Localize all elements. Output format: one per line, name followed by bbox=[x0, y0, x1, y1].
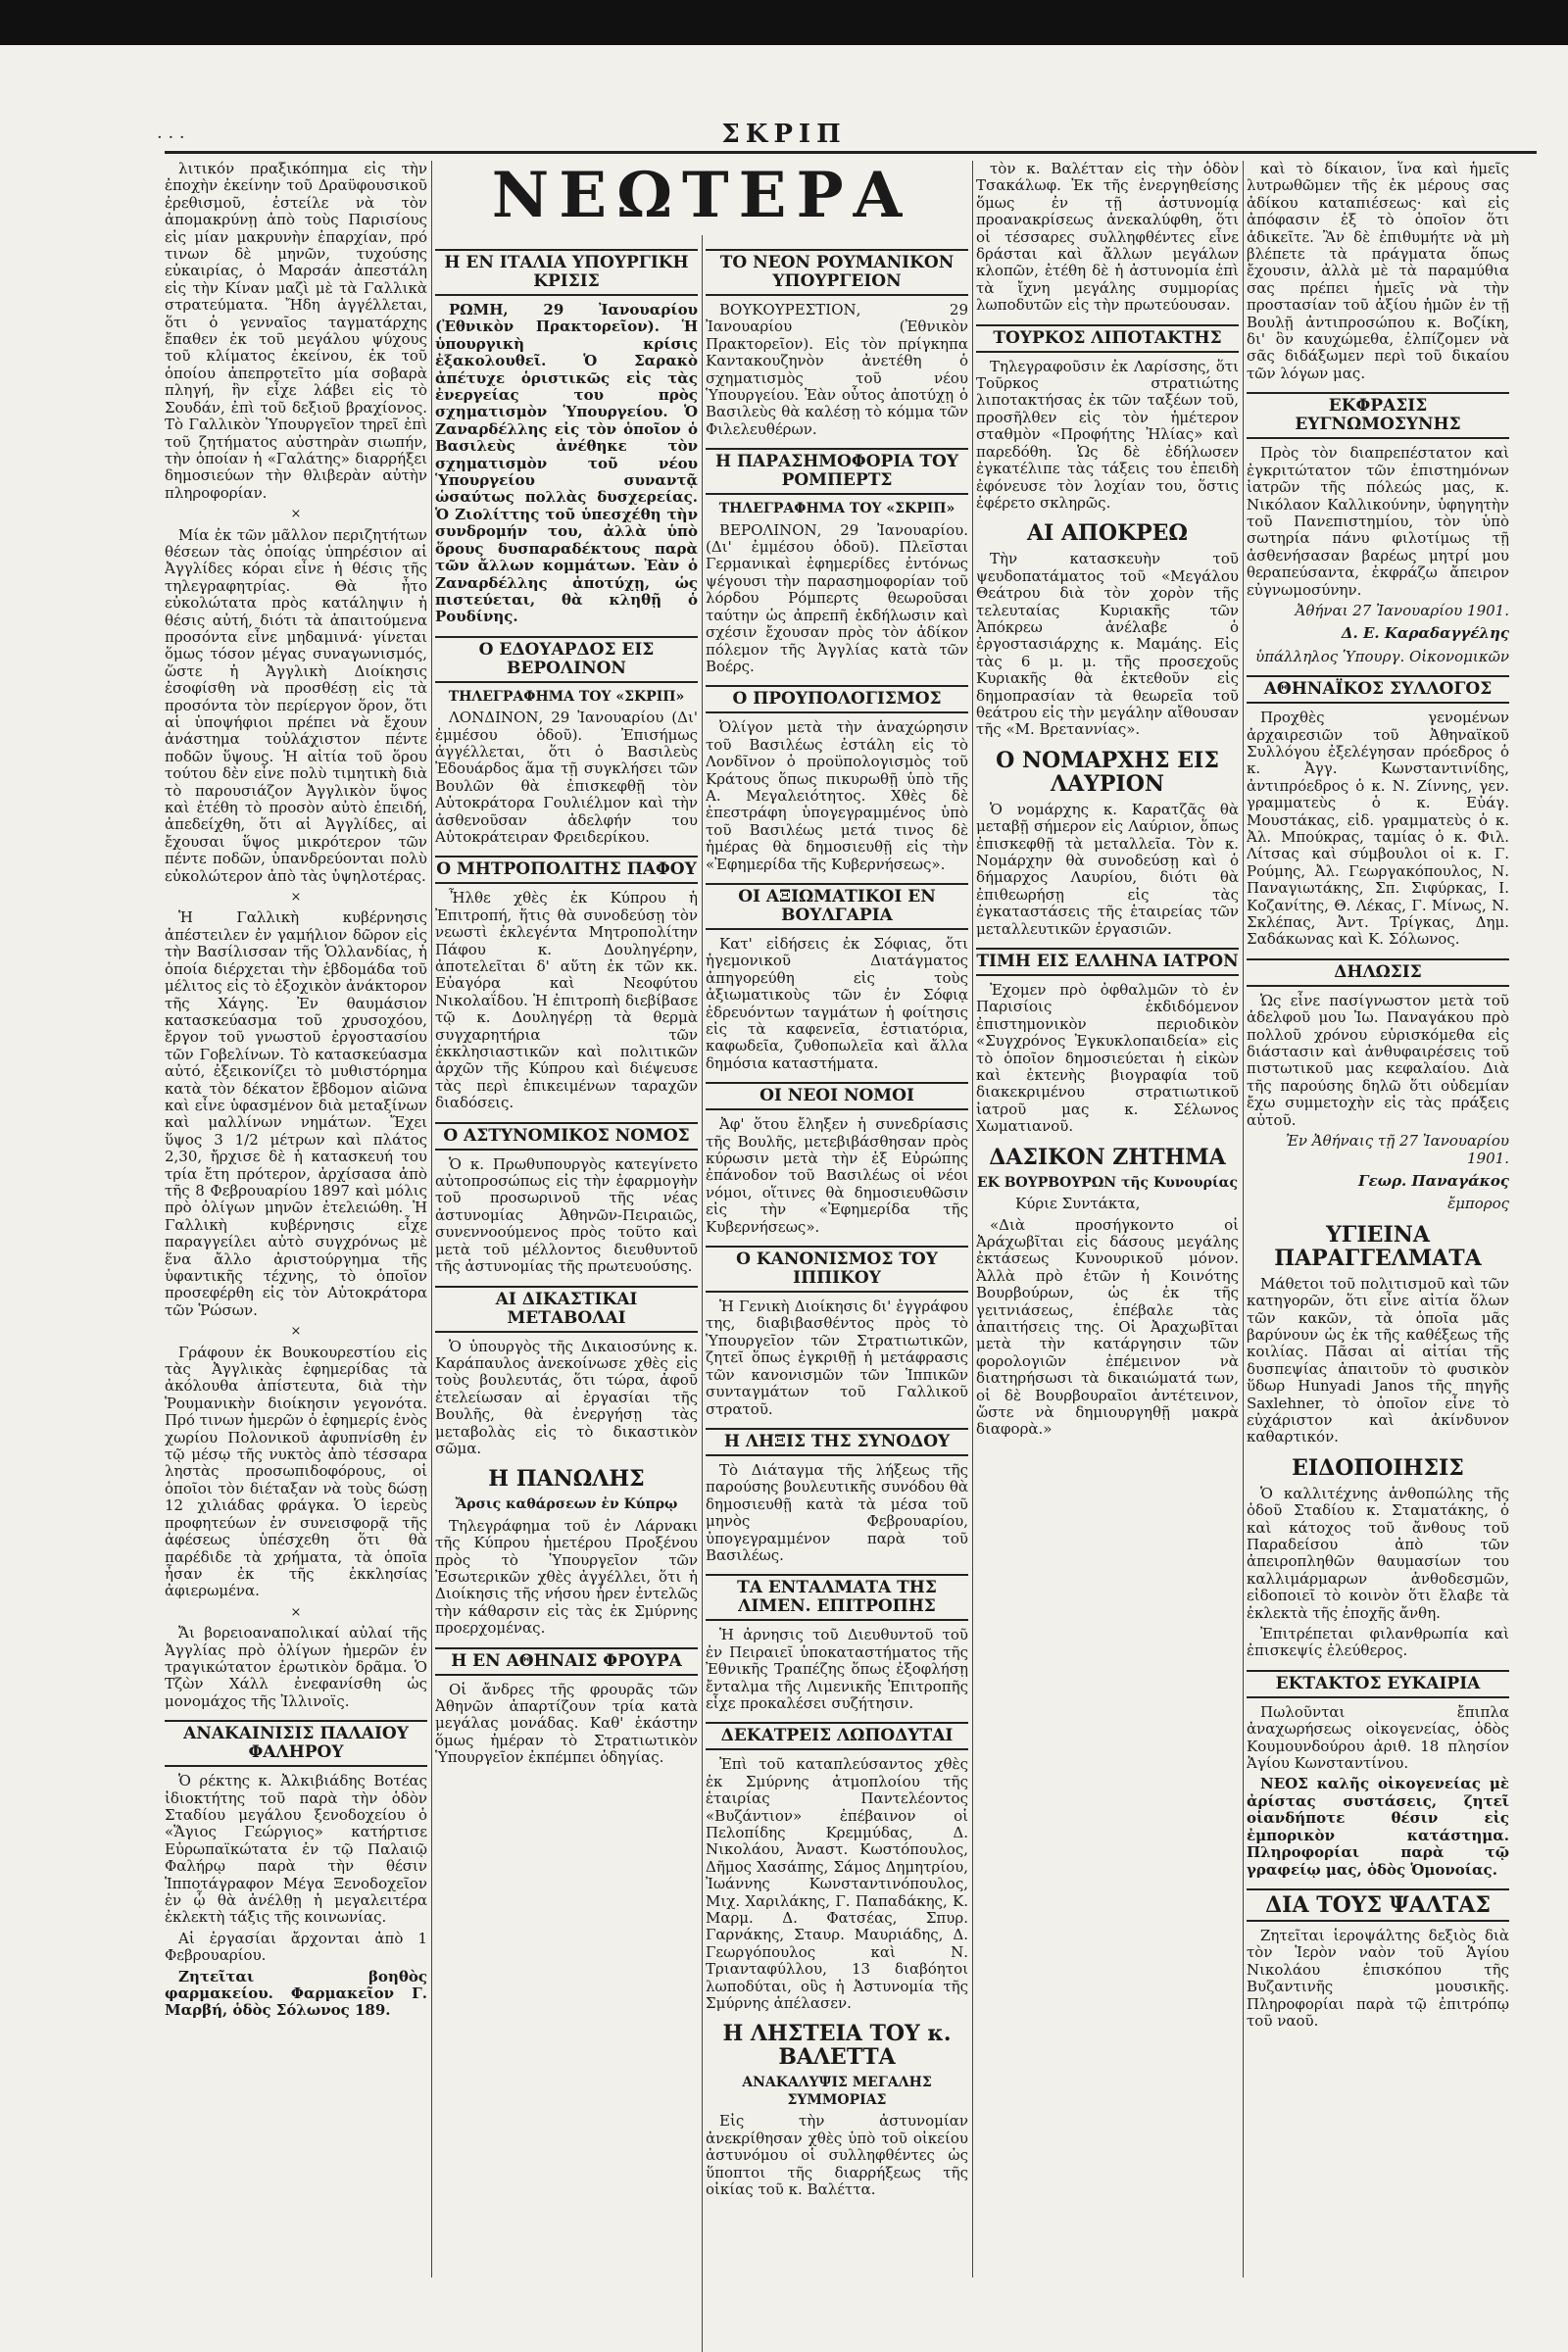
article-headline: Η ΠΑΝΩΛΗΣ bbox=[488, 1466, 645, 1493]
section-banner-title: ΝΕΩΤΕΡΑ bbox=[491, 159, 912, 232]
article-headline: Ο ΜΗΤΡΟΠΟΛΙΤΗΣ ΠΑΦΟΥ bbox=[435, 856, 698, 884]
column-divider bbox=[702, 235, 703, 2352]
article-headline: Ο ΚΑΝΟΝΙΣΜΟΣ ΤΟΥ ΙΠΠΙΚΟΥ bbox=[706, 1246, 968, 1293]
article-headline: ΟΙ ΝΕΟΙ ΝΟΜΟΙ bbox=[706, 1082, 968, 1110]
article-headline: ΑΙ ΑΠΟΚΡΕΩ bbox=[1026, 520, 1189, 547]
article-paragraph: καὶ τὸ δίκαιον, ἵνα καὶ ἡμεῖς λυτρωθῶμεν τῆς ἐκ μέρους σας ἀδίκου καταπιέσεως· καὶ εἰς ἀπόφασιν ἐξ τὸ ὁποῖον ὅτι ἀδικεῖτε. Ἂν δὲ ἐπιθυμήτε νὰ μὴ βλέπετε τὰ πράγματα ὅπως ἔχουσιν, ἀλλὰ μὲ τὰ παραμύθια σας πρέπει ἡμεῖς νὰ τὴν προστασίαν τοῦ ἀξίου ἡμῶν ἐν τῇ Βουλῇ ἀντιπροσώπου κ. Βοζίκη, δι' ὃν καυχώμεθα, ἐλπίζομεν νὰ σᾶς διδάξωμεν περὶ τοῦ δικαίου τῶν λόγων μας. bbox=[1247, 161, 1509, 382]
article-headline: ΕΙΔΟΠΟΙΗΣΙΣ bbox=[1292, 1454, 1464, 1481]
article-paragraph: Ἀφ' ὅτου ἔληξεν ἡ συνεδρίασις τῆς Βουλῆς, μετεβιβάσθησαν πρὸς κύρωσιν μετὰ τὴν ἐξ Εὐρώπης ἐπάνοδον τοῦ Βασιλέως οἱ νέοι νόμοι, οἵτινες θὰ δημοσιευθῶσιν εἰς τὴν «Ἐφημερίδα τῆς Κυβερνήσεως». bbox=[706, 1115, 968, 1236]
article-headline: ΔΙΑ ΤΟΥΣ ΨΑΛΤΑΣ bbox=[1247, 1888, 1509, 1922]
article-paragraph: Ἦλθε χθὲς ἐκ Κύπρου ἡ Ἐπιτροπή, ἥτις θὰ συνοδεύσῃ τὸν νεωστὶ ἐκλεγέντα Μητροπολίτην Πάφου κ. Δουληγέρην, ἀποτελεῖται δ' αὕτη ἐκ τῶν κκ. Εὐαγόρα καὶ Νεοφύτου Νικολαΐδου. Ἡ ἐπιτροπὴ διεβίβασε τῷ κ. Δουληγέρῃ τὰ θερμὰ συγχαρητήρια τῶν ἐκκλησιαστικῶν καὶ πολιτικῶν ἀρχῶν τῆς Κύπρου καὶ διέψευσε τὰς περὶ ἐπικειμένων ταραχῶν διαδόσεις. bbox=[435, 889, 698, 1112]
article-paragraph: ΡΩΜΗ, 29 Ἰανουαρίου (Ἐθνικὸν Πρακτορεῖον). Ἡ ὑπουργικὴ κρίσις ἐξακολουθεῖ. Ὁ Σαρακὸ ἀπέτυχε ὁριστικῶς εἰς τὰς ἐνεργείας του πρὸς σχηματισμὸν Ὑπουργείου. Ὁ Ζαναρδέλλης εἰς τὸν ὁποῖον ὁ Βασιλεὺς ἀνέθηκε τὸν σχηματισμὸν τοῦ νέου Ὑπουργείου συναντᾷ ὡσαύτως πολλὰς δυσχερείας. Ὁ Ζιολίττης τοῦ ὑπεσχέθη τὴν συνδρομήν του, ἀλλὰ ὑπὸ ὅρους δυσπαραδέκτους παρὰ τῶν ἄλλων κομμάτων. Ἐὰν ὁ Ζαναρδέλλης ἀποτύχῃ, ὡς πιστεύεται, θὰ κληθῇ ὁ Ρουδίνης. bbox=[435, 301, 698, 626]
article-paragraph: Ἡ Γενικὴ Διοίκησις δι' ἐγγράφου της, διαβιβασθέντος πρὸς τὸ Ὑπουργεῖον τῶν Στρατιωτικῶν, ζητεῖ ὅπως ἐγκριθῇ ἡ μετάφρασις τῶν κανονισμῶν τῶν Ἱππικῶν συνταγμάτων τοῦ Γαλλικοῦ στρατοῦ. bbox=[706, 1298, 968, 1418]
article-headline: ΔΗΛΩΣΙΣ bbox=[1247, 958, 1509, 987]
masthead bbox=[0, 118, 1568, 153]
article-headline: Η ΕΝ ΙΤΑΛΙΑ ΥΠΟΥΡΓΙΚΗ ΚΡΙΣΙΣ bbox=[435, 249, 698, 296]
separator-cross: × bbox=[290, 1324, 302, 1340]
article-paragraph: Πωλοῦνται ἔπιπλα ἀναχωρήσεως οἰκογενείας, ὁδὸς Κουμουνδούρου ἀριθ. 18 πλησίον Ἁγίου Κωνσταντίνου. bbox=[1247, 1702, 1509, 1773]
article-paragraph: Γράφουν ἐκ Βουκουρεστίου εἰς τὰς Ἀγγλικὰς ἐφημερίδας τὰ ἀκόλουθα ἀπίστευτα, διὰ τὴν Ῥουμανικὴν διοίκησιν γεγονότα. Πρό τινων ἡμερῶν ὁ ἐφημερίς ἑνὸς χωρίου Πολονικοῦ ἀφυπνίσθη ἐν τῷ μέσῳ τῆς νυκτὸς ἀπὸ τέσσαρα ληστὰς προσωπιδοφόρους, οἱ ὁποῖοι τὸν διέταξαν νὰ τοὺς δώσῃ 12 χιλιάδας φράγκα. Ὁ ἱερεὺς προφητεύων ἐν συνεισφορᾷ τῆς ἀφέσεως ὑπέσχεθη ὅτι θὰ παρέδιδε τὰ χρήματα, τὰ ὁποῖα ἦσαν ἐκ τῆς ἐκκλησίας ἀφιερωμένα. bbox=[165, 1343, 427, 1600]
article-paragraph: Πρὸς τὸν διαπρεπέστατον καὶ ἐγκριτώτατον τῶν ἐπιστημόνων ἰατρῶν τῆς πόλεώς μας, κ. Νικόλαον Καλλικούνην, ὑφηγητὴν τοῦ Πανεπιστημίου, τὸν ὑπὸ σωτηρία πάνυ φιλοτίμως τῇ ἀσθενήσασαν βαρέως μητρί μου θεραπεύσαντα, ἐκφράζω ἄπειρον εὐγνωμοσύνην. bbox=[1247, 444, 1509, 599]
article-subheadline: Ἄρσις καθάρσεων ἐν Κύπρῳ bbox=[455, 1496, 678, 1513]
signature-title: ὑπάλληλος Ὑπουργ. Οἰκονομικῶν bbox=[1255, 647, 1509, 665]
article-paragraph: Ἡ ἀρνησις τοῦ Διευθυντοῦ τοῦ ἐν Πειραιεῖ ὑποκαταστήματος τῆς Ἐθνικῆς Τραπέζης ὅπως ἐξοφλήσῃ ἔνταλμα τῆς Λιμενικῆς Ἐπιτροπῆς εἶχε προκαλέσει συζήτησιν. bbox=[706, 1626, 968, 1712]
article-paragraph: Ζητεῖται ἱεροψάλτης δεξιὸς διὰ τὸν Ἱερὸν ναὸν τοῦ Ἁγίου Νικολάου ἐπισκόπου τῆς Βυζαντινῆς μουσικῆς. Πληροφορίαι παρὰ τῷ ἐπιτρόπῳ τοῦ ναοῦ. bbox=[1247, 1926, 1509, 2030]
article-subheadline: ΕΚ ΒΟΥΡΒΟΥΡΩΝ τῆς Κυνουρίας bbox=[977, 1174, 1238, 1191]
article-paragraph: Ὡς εἶνε πασίγνωστον μετὰ τοῦ ἀδελφοῦ μου Ἰω. Παναγάκου πρὸ πολλοῦ χρόνου εὑρισκόμεθα εἰς διάστασιν καὶ ἀνθυφαιρέσεις τοῦ πιστωτικοῦ μας κεφαλαίου. Διὰ τῆς παρούσης δηλῶ ὅτι οὐδεμίαν ἔχω συμμετοχὴν εἰς τὰς πράξεις αὐτοῦ. bbox=[1247, 991, 1509, 1129]
article-headline: Η ΛΗΣΤΕΙΑ ΤΟΥ κ. ΒΑΛΕΤΤΑ bbox=[722, 2021, 952, 2071]
article-paragraph: Τηλεγραφοῦσιν ἐκ Λαρίσσης, ὅτι Τοῦρκος στρατιώτης λιποτακτήσας ἐκ τῶν ταξέων τοῦ, προσῆλθεν εἰς τὸν ἡμέτερον σταθμὸν «Προφήτης Ἠλίας» καὶ παρεδόθη. Ὡς δὲ ἐδήλωσεν ἐγκατέλιπε τὰς τάξεις του ἐπειδὴ ἐφόνευσε τὸν λοχίαν του, ὅστις ἐφέρετο σκληρῶς. bbox=[976, 357, 1239, 512]
article-paragraph: Εἰς τὴν ἀστυνομίαν ἀνεκρίθησαν χθὲς ὑπὸ τοῦ οἰκείου ἀστυνόμου οἱ συλληφθέντες ὡς ὕποπτοι τῆς διαρρήξεως τῆς οἰκίας τοῦ κ. Βαλέττα. bbox=[706, 2112, 968, 2198]
article-paragraph: Προχθὲς γενομένων ἀρχαιρεσιῶν τοῦ Ἀθηναϊκοῦ Συλλόγου ἐξελέγησαν πρόεδρος ὁ κ. Ἀγγ. Κωνσταντινίδης, ἀντιπρόεδρος ὁ κ. Ν. Ζίννης, γεν. γραμματεὺς ὁ κ. Εὐάγ. Μουστάκας, εἰδ. γραμματεὺς ὁ κ. Ἀλ. Μπούκρας, ταμίας ὁ κ. Φιλ. Λίτσας καὶ σύμβουλοι οἱ κ. Γ. Ρούμης, Ἀλ. Γεωργακόπουλος, Ν. Παναγιωτάκης, Σπ. Σιφύρκας, Ι. Κοζανίτης, Θ. Λέκας, Γ. Μίνως, Ν. Σκλέπας, Ἀντ. Τρίγκας, Δημ. Σαδάκωνας καὶ Κ. Σόλωνος. bbox=[1247, 709, 1509, 949]
column-divider bbox=[431, 161, 432, 2278]
article-paragraph: Ἐπὶ τοῦ καταπλεύσαντος χθὲς ἐκ Σμύρνης ἀτμοπλοίου τῆς ἑταιρίας Παντελέοντος «Βυζάντιον» ἐπέβαινον οἱ Πελοπίδης Κρεμμύδας, Δ. Νικολάου, Ἀναστ. Κωστόπουλος, Δῆμος Χασάπης, Σάμος Δημητρίου, Ἰωάννης Κωνσταντινόπουλος, Μιχ. Χαριλάκης, Γ. Παπαδάκης, Κ. Μαρμ. Δ. Φατσέας, Σπυρ. Γαρνάκης, Σταυρ. Μαυριάδης, Δ. Γεωργόπουλος καὶ Ν. Τριανταφύλλου, 13 διαβόητοι λωποδύται, οὓς ἡ Ἀστυνομία τῆς Σμύρνης ἀπέλασεν. bbox=[706, 1755, 968, 2013]
article-paragraph: λιτικόν πραξικόπημα εἰς τὴν ἐποχὴν ἐκείνην τοῦ Δραϋφουσικοῦ ἐρεθισμοῦ, ἐστείλε νὰ τὸν ἀπομακρύνῃ ἀπὸ τοὺς Παρισίους εἰς μίαν μακρυνὴν ἐπαρχίαν, πρό τινων δὲ μηνῶν, τυχούσης εὐκαιρίας, ὁ Μαρσάν ἀπεστάλη εἰς τὴν Κίναν μαζὶ μὲ τὰ Γαλλικὰ στρατεύματα. Ἤδη ἀγγέλλεται, ὅτι ὁ γενναῖος ταγματάρχης ἔπαθεν ἐκ τοῦ μεγάλου ψύχους τοῦ κλίματος ἐκείνου, ἐκ τοῦ ὁποίου ἀπεπροτεῖτο μία σοβαρὰ πληγή, ἣν εἶχε λάβει εἰς τὸ Σουδάν, ἐπὶ τοῦ δεξιοῦ βραχίονος. Τὸ Γαλλικὸν Ὑπουργεῖον τηρεῖ ἐπὶ τοῦ ζητήματος αὐστηρὰν σιωπήν, τὴν ὁποίαν ἡ «Γαλάτης» διαρρήξει δημοσιεύων τὴν θλιβερὰν αὐτὴν πληροφορίαν. bbox=[165, 161, 427, 502]
classified-ad: Ζητεῖται βοηθὸς φαρμακείου. Φαρμακεῖον Γ. Μαρβή, ὁδὸς Σόλωνος 189. bbox=[165, 1967, 427, 2020]
signature-name: Δ. Ε. Καραδαγγέλης bbox=[1341, 624, 1509, 643]
column-2 bbox=[435, 239, 698, 2287]
article-headline: ΔΕΚΑΤΡΕΙΣ ΛΩΠΟΔΥΤΑΙ bbox=[706, 1722, 968, 1750]
article-subheadline: ΤΗΛΕΓΡΑΦΗΜΑ ΤΟΥ «ΣΚΡΙΠ» bbox=[718, 501, 956, 517]
article-paragraph: ΛΟΝΔΙΝΟΝ, 29 Ἰανουαρίου (Δι' ἐμμέσου ὁδοῦ). Ἐπισήμως ἀγγέλλεται, ὅτι ὁ Βασιλεὺς Ἐδουάρδος ἅμα τῇ συγκλήσει τῶν Βουλῶν θὰ ἐπισκεφθῇ τὸν Αὐτοκράτορα Γουλιέλμον καὶ τὴν ἀσθενοῦσαν ἀδελφήν του Αὐτοκράτειραν Φρειδερίκου. bbox=[435, 709, 698, 846]
classified-ad: ΝΕΟΣ καλῆς οἰκογενείας μὲ ἀρίστας συστάσεις, ζητεῖ οἱανδήποτε θέσιν εἰς ἐμπορικὸν κατάστημα. Πληροφορίαι παρὰ τῷ γραφείῳ μας, ὁδὸς Ὁμονοίας. bbox=[1247, 1775, 1509, 1879]
article-headline: ΤΟ ΝΕΟΝ ΡΟΥΜΑΝΙΚΟΝ ΥΠΟΥΡΓΕΙΟΝ bbox=[706, 249, 968, 296]
article-headline: ΑΙ ΔΙΚΑΣΤΙΚΑΙ ΜΕΤΑΒΟΛΑΙ bbox=[435, 1286, 698, 1333]
article-paragraph: Τὴν κατασκευὴν τοῦ ψευδοπατάματος τοῦ «Μεγάλου Θεάτρου διὰ τὸν χορὸν τῆς τελευταίας Κυριακῆς τῶν Ἀπόκρεω ἀνέλαβε ὁ ἐργοστασιάρχης κ. Μαμάης. Εἰς τὰς 6 μ. μ. τῆς προσεχοῦς Κυριακῆς θὰ ἐκτεθοῦν εἰς δημοπρασίαν τὰ θεωρεῖα τοῦ θεάτρου εἰς τὴν μεγάλην αἴθουσαν τῆς «Μ. Βρεταννίας». bbox=[976, 550, 1239, 739]
top-black-band bbox=[0, 0, 1568, 45]
article-headline: Ο ΝΟΜΑΡΧΗΣ ΕΙΣ ΛΑΥΡΙΟΝ bbox=[996, 747, 1219, 797]
article-paragraph: Ὁ νομάρχης κ. Καρατζᾶς θὰ μεταβῇ σήμερον εἰς Λαύριον, ὅπως ἐπισκεφθῇ τὰ μεταλλεῖα. Τὸν κ. Νομάρχην θὰ συνοδεύσῃ καὶ ὁ δήμαρχος Λαυρίου, διότι θὰ ἐπιθεωρήσῃ εἰς τὰς ἐγκαταστάσεις τῆς ἑταιρείας τῶν μεταλλευτικῶν ἐργασιῶν. bbox=[976, 800, 1239, 938]
article-headline: ΤΙΜΗ ΕΙΣ ΕΛΛΗΝΑ ΙΑΤΡΟΝ bbox=[976, 948, 1239, 976]
article-headline: ΑΘΗΝΑΪΚΟΣ ΣΥΛΛΟΓΟΣ bbox=[1247, 675, 1509, 704]
article-paragraph: Ἐχομεν πρὸ ὀφθαλμῶν τὸ ἐν Παρισίοις ἐκδιδόμενον ἐπιστημονικὸν περιοδικὸν «Συγχρόνος Ἐγκυκλοπαιδεία» εἰς τὸ ὁποῖον δημοσιεύεται ἡ εἰκὼν καὶ ἐκτενὴς βιογραφία τοῦ διακεκριμένου στρατιωτικοῦ ἰατροῦ μας κ. Σέλωνος Χωματιανοῦ. bbox=[976, 981, 1239, 1136]
article-headline: ΕΚΤΑΚΤΟΣ ΕΥΚΑΙΡΙΑ bbox=[1247, 1670, 1509, 1698]
article-paragraph: Τὸ Διάταγμα τῆς λήξεως τῆς παρούσης βουλευτικῆς συνόδου θὰ δημοσιευθῇ κατὰ τὰ μέσα τοῦ μηνὸς Φεβρουαρίου, ὑπογεγραμμένον παρὰ τοῦ Βασιλέως. bbox=[706, 1460, 968, 1564]
article-paragraph: Ἄι βορειοαναπολικαί αὐλαί τῆς Ἀγγλίας πρὸ ὀλίγων ἡμερῶν ἐν τραγικώτατον ἐρωτικὸν δρᾶμα. Ὁ Τζὼν Χάλλ ἐνεφανίσθη ὡς μονομάχος τῆς Ἰλλινοϊς. bbox=[165, 1624, 427, 1710]
article-paragraph: Ὁ ρέκτης κ. Ἀλκιβιάδης Βοτέας ἰδιοκτήτης τοῦ παρὰ τὴν ὁδὸν Σταδίου μεγάλου ξενοδοχείου ὁ «Ἅγιος Γεώργιος» κατήρτισε Εὐρωπαϊκώτατα ἐν τῷ Παλαιῷ Φαλήρῳ παρὰ τὴν θέσιν Ἱπποτάγραφον Μέγα Ξενοδοχεῖον ἐν ᾧ θὰ ἀνέλθῃ ἡ μεγαλειτέρα ἐκλεκτὴ τάξις τῆς κοινωνίας. bbox=[165, 1772, 427, 1927]
article-headline: ΔΑΣΙΚΟΝ ΖΗΤΗΜΑ bbox=[989, 1144, 1226, 1170]
article-headline: ΤΑ ΕΝΤΑΛΜΑΤΑ ΤΗΣ ΛΙΜΕΝ. ΕΠΙΤΡΟΠΗΣ bbox=[706, 1574, 968, 1621]
article-headline: ΕΚΦΡΑΣΙΣ ΕΥΓΝΩΜΟΣΥΝΗΣ bbox=[1247, 392, 1509, 439]
article-subheadline: ΤΗΛΕΓΡΑΦΗΜΑ ΤΟΥ «ΣΚΡΙΠ» bbox=[448, 688, 685, 705]
article-paragraph: Τηλεγράφημα τοῦ ἐν Λάρνακι τῆς Κύπρου ἡμετέρου Προξένου πρὸς τὸ Ὑπουργεῖον τῶν Ἐσωτερικῶν χθὲς ἀγγέλλει, ὅτι ἡ Διοίκησις τῆς νήσου ἦρεν ἐντελῶς τὴν κάθαρσιν εἰς τὰς ἐκ Σμύρνης προερχομένας. bbox=[435, 1516, 698, 1638]
article-headline: ΥΓΙΕΙΝΑ ΠΑΡΑΓΓΕΛΜΑΤΑ bbox=[1274, 1221, 1482, 1271]
article-paragraph: Ἡ Γαλλικὴ κυβέρνησις ἀπέστειλεν ἐν γαμήλιον δῶρον εἰς τὴν Βασίλισσαν τῆς Ὁλλανδίας, ἡ ὁποία διέρχεται τὴν ἑβδομάδα τοῦ μέλιτος εἰς τὸ ἐξοχικὸν ἀνάκτορον τῆς Χάγης. Ἐν θαυμάσιον κατασκεύασμα τοῦ χρυσοχόου, ἔργον τοῦ γνωστοῦ ἐργοστασίου τῶν Γοβελίνων. Τὸ κατασκεύασμα αὐτό, ἐξεικονίζει τὸ μυθιστόρημα κατὰ τὸν δέκατον ἔβδομον αἰῶνα καὶ εἶνε ὑφασμένον διὰ μεταξίνων καὶ μαλλίνων νημάτων. Ἔχει ὕψος 3 1/2 μέτρων καὶ πλάτος 2,30, ἤρχισε δὲ ἡ κατασκευή του τρία ἔτη πρότερον, ἀρχίσασα ἀπὸ τῆς 8 Φεβρουαρίου 1897 καὶ μόλις πρὸ ὀλίγων μηνῶν ἐτελειώθη. Ἡ Γαλλικὴ κυβέρνησις εἶχε παραγγείλει αὐτὸ συγχρόνως μὲ ἕνα ἄλλο ἀριστούργημα τῆς ὑφαντικῆς τέχνης, τὸ ὁποῖον προσεφέρθη εἰς τὸν Αὐτοκράτορα τῶν Ῥώσων. bbox=[165, 908, 427, 1319]
column-3 bbox=[706, 239, 968, 2287]
article-paragraph: ΒΕΡΟΛΙΝΟΝ, 29 Ἰανουαρίου. (Δι' ἐμμέσου ὁδοῦ). Πλεῖσται Γερμανικαὶ ἐφημερίδες ἐντόνως ψέγουσι τὴν παρασημοφορίαν τοῦ λόρδου Ρόμπερτς θεωροῦσαι ταύτην ὡς ἀπρεπῆ ἐκδήλωσιν καὶ σχέσιν ἔχουσαν πρὸς τὸν ἀδίκον πόλεμον τῆς Ἀγγλίας κατὰ τῶν Βοέρς. bbox=[706, 520, 968, 675]
column-1 bbox=[165, 161, 427, 2287]
signature-name: Γεωρ. Παναγάκος bbox=[1358, 1171, 1509, 1190]
article-headline: Ο ΑΣΤΥΝΟΜΙΚΟΣ ΝΟΜΟΣ bbox=[435, 1122, 698, 1151]
column-4 bbox=[976, 161, 1239, 2287]
letter-salutation: Κύριε Συντάκτα, bbox=[1015, 1195, 1141, 1213]
article-paragraph: «Διὰ προσήγκοντο οἱ Ἀράχωβῖται εἰς δάσους μεγάλης ἐκτάσεως Κυνουρικοῦ μόνον. Ἀλλὰ πρὸ ἐτῶν ἡ Κοινότης Βουρβούρων, ὡς ἐκ τῆς γειτνιάσεως, ἐπέβαλε τὰς ἀπαιτήσεις της. Οἱ Ἀραχωβῖται μετὰ τὴν κατάργησιν τῶν φορολογιῶν ἐπέμεινον νὰ διατηρήσωσι τὰ δικαιώματά των, οἱ δὲ Βουρβουραῖοι ἀντέτεινον, ὥστε νὰ δημιουργηθῇ μακρὰ διαφορὰ.» bbox=[976, 1215, 1239, 1439]
article-paragraph: Οἱ ἄνδρες τῆς φρουρᾶς τῶν Ἀθηνῶν ἀπαρτίζουν τρία κατὰ μεγάλας μονάδας. Καθ' ἑκάστην ὅμως ἡμέραν τὸ Στρατιωτικὸν Ὑπουργεῖον ἐκπέμπει ὁδηγίας. bbox=[435, 1680, 698, 1767]
article-paragraph: Μάθετοι τοῦ πολιτισμοῦ καὶ τῶν κατηγορῶν, ὅτι εἶνε αἰτία ὅλων τῶν κακῶν, τὰ ὁποῖα μᾶς βαρύνουν ὡς ἐκ τῆς καθέξεως τῆς κοιλίας. Πᾶσαι αἱ αἰτίαι τῆς δυσπεψίας ἀπαιτοῦν τὸ φυσικὸν ὕδωρ Hunyadi Janos τῆς πηγῆς Saxlehner, τὸ ὁποῖον εἶνε τὸ εὐχάριστον καὶ ἀκίνδυνον καθαρτικόν. bbox=[1247, 1274, 1509, 1446]
column-divider bbox=[972, 161, 973, 2278]
article-headline: Ο ΕΔΟΥΑΡΔΟΣ ΕΙΣ ΒΕΡΟΛΙΝΟΝ bbox=[435, 636, 698, 683]
separator-cross: × bbox=[290, 507, 302, 522]
article-paragraph: Ὁ καλλιτέχνης ἀνθοπώλης τῆς ὁδοῦ Σταδίου κ. Σταματάκης, ὁ καὶ κάτοχος τοῦ ἄνθους τοῦ Παραδείσου ἀπὸ τῶν ἀπειροπληθῶν θαυμασίων του καλλιμάρμαρων ἀνθοδεσμῶν, εἰδοποιεῖ τὸ κοινὸν ὅτι ἔλαβε τὰ ἐκλεκτὰ τῆς ἐποχῆς ἄνθη. bbox=[1247, 1484, 1509, 1622]
article-paragraph: Κατ' εἰδήσεις ἐκ Σόφιας, ὅτι ἡγεμονικοῦ Διατάγματος ἀπηγορεύθη εἰς τοὺς ἀξιωματικοὺς τῶν ἐν Σόφιᾳ ἐδρευόντων ταγμάτων ἡ φοίτησις εἰς τὰ καφενεῖα, ἑστιατόρια, καφωδεῖα, ζυθοπωλεῖα καὶ ἄλλα δημόσια καταστήματα. bbox=[706, 934, 968, 1072]
separator-cross: × bbox=[290, 890, 302, 906]
masthead-name: ΣΚΡΙΠ bbox=[721, 120, 847, 149]
masthead-rule bbox=[165, 151, 1537, 154]
article-paragraph: Ὀλίγον μετὰ τὴν ἀναχώρησιν τοῦ Βασιλέως ἐστάλη εἰς τὸ Λονδῖνον ὁ προϋπολογισμὸς τοῦ Κράτους ὅπως πικυρωθῇ ὑπὸ τῆς Α. Μεγαλειότητος. Χθὲς δὲ ἐπεστράφη ὑπογεγραμμένος ὑπὸ τοῦ Βασιλέως μετά τινος δὲ ἡμέρας θὰ δημοσιευθῇ εἰς τὴν «Ἐφημερίδα τῆς Κυβερνήσεως». bbox=[706, 718, 968, 873]
article-paragraph: Ἐπιτρέπεται φιλανθρωπία καὶ ἐπισκεψίς ἐλεύθερος. bbox=[1247, 1625, 1509, 1660]
article-headline: Η ΛΗΞΙΣ ΤΗΣ ΣΥΝΟΔΟΥ bbox=[706, 1428, 968, 1456]
article-paragraph: τὸν κ. Βαλέτταν εἰς τὴν ὁδὸν Τσακάλωφ. Ἐκ τῆς ἐνεργηθείσης ὅμως ἐν τῇ ἀστυνομίᾳ προανακρίσεως ἀνεκαλύφθη, ὅτι οἱ τέσσαρες συλληφθέντες εἶνε δράσται καὶ ἄλλων μεγάλων κλοπῶν, ἐτέθη δὲ ἡ ἀστυνομία ἐπὶ τὰ ἴχνη μεγάλης συμμορίας λωποδυτῶν εἰς τὴν πρωτεύουσαν. bbox=[976, 161, 1239, 315]
article-paragraph: Αἱ ἐργασίαι ἄρχονται ἀπὸ 1 Φεβρουαρίου. bbox=[165, 1929, 427, 1965]
column-5 bbox=[1247, 161, 1509, 2287]
article-headline: Η ΠΑΡΑΣΗΜΟΦΟΡΙΑ ΤΟΥ ΡΟΜΠΕΡΤΣ bbox=[706, 448, 968, 495]
article-headline: ΑΝΑΚΑΙΝΙΣΙΣ ΠΑΛΑΙΟΥ ΦΑΛΗΡΟΥ bbox=[165, 1720, 427, 1767]
masthead-ornament: · · · bbox=[157, 127, 185, 148]
column-divider bbox=[1243, 161, 1244, 2278]
signature-title: ἔμπορος bbox=[1447, 1195, 1509, 1213]
article-paragraph: Ὁ ὑπουργὸς τῆς Δικαιοσύνης κ. Καράπαυλος ἀνεκοίνωσε χθὲς εἰς τοὺς βουλευτάς, ὅτι τώρα, ἀφοῦ ἐτελείωσαν αἱ ἐργασίαι τῆς Βουλῆς, θὰ ἐνεργήσῃ τὰς μεταβολὰς εἰς τὸ δικαστικὸν σῶμα. bbox=[435, 1337, 698, 1457]
signature-date: Ἐν Ἀθήναις τῇ 27 Ἰανουαρίου 1901. bbox=[1286, 1132, 1509, 1167]
article-paragraph: Ὁ κ. Πρωθυπουργὸς κατεγίνετο αὐτοπροσώπως εἰς τὴν ἐφαρμογὴν τοῦ προσωρινοῦ τῆς νέας ἀστυνομίας Ἀθηνῶν-Πειραιῶς, συνεννοούμενος πρὸς τοῦτο καὶ μετὰ τοῦ μέλλοντος διευθυντοῦ τῆς ἀστυνομίας τῆς πρωτευούσης. bbox=[435, 1154, 698, 1276]
separator-cross: × bbox=[290, 1604, 302, 1620]
article-headline: ΤΟΥΡΚΟΣ ΛΙΠΟΤΑΚΤΗΣ bbox=[976, 324, 1239, 353]
article-headline: Ο ΠΡΟΥΠΟΛΟΓΙΣΜΟΣ bbox=[706, 685, 968, 713]
article-headline: ΟΙ ΑΞΙΩΜΑΤΙΚΟΙ ΕΝ ΒΟΥΛΓΑΡΙΑ bbox=[706, 883, 968, 930]
article-headline: Η ΕΝ ΑΘΗΝΑΙΣ ΦΡΟΥΡΑ bbox=[435, 1647, 698, 1676]
article-paragraph: ΒΟΥΚΟΥΡΕΣΤΙΟΝ, 29 Ἰανουαρίου (Ἐθνικὸν Πρακτορεῖον). Εἰς τὸν πρίγκηπα Καντακουζηνὸν ἀνετέθη ὁ σχηματισμὸς τοῦ νέου Ὑπουργείου. Ἐὰν οὗτος ἀποτύχῃ ὁ Βασιλεὺς θὰ καλέσῃ τὸ κόμμα τῶν Φιλελευθέρων. bbox=[706, 301, 968, 438]
signature-date: Ἀθήναι 27 Ἰανουαρίου 1901. bbox=[1295, 601, 1509, 619]
article-paragraph: Μία ἐκ τῶν μᾶλλον περιζητήτων θέσεων τὰς ὁποίας ὑπηρέσιον αἱ Ἀγγλίδες κόραι εἶνε ἡ θέσις τῆς τηλεγραφητρίας. Θὰ ἦτο εὐκολώτατα πρὸς κατάληψιν ἡ θέσις αὐτή, διότι τὰ ἀπαιτούμενα προσόντα εἶνε μηδαμινά· γίνεται ὅμως τόσον μέγας συναγωνισμός, ὥστε ἡ Ἀγγλικὴ Διοίκησις ἐσοφίσθη νὰ προσθέσῃ εἰς τὰ προσόντα τὸν περίεργον ὅρον, ὅτι αἱ ὑποψήφιοι πρέπει νὰ ἔχουν ἀνάστημα τοὐλάχιστον πέντε ποδῶν ὕψους. Ἡ αἰτία τοῦ ὅρου τούτου δὲν εἶνε πολὺ τιμητικὴ διὰ τὸ παρουσιάζον Ἀγγλικὸν ὕψος καὶ ἐτέθη τὸ προσὸν αὐτὸ ἐπειδή, ἀπεδείχθη, ὅτι αἱ Ἀγγλίδες, αἱ ἔχουσαι ὕψος μικρότερον τῶν πέντε ποδῶν, ὑπανδρεύονται πολὺ εὐκολώτερον ἀπὸ τὰς ὑψηλοτέρας. bbox=[165, 525, 427, 885]
article-subheadline: ΑΝΑΚΑΛΥΨΙΣ ΜΕΓΑΛΗΣ ΣΥΜΜΟΡΙΑΣ bbox=[742, 2075, 932, 2108]
